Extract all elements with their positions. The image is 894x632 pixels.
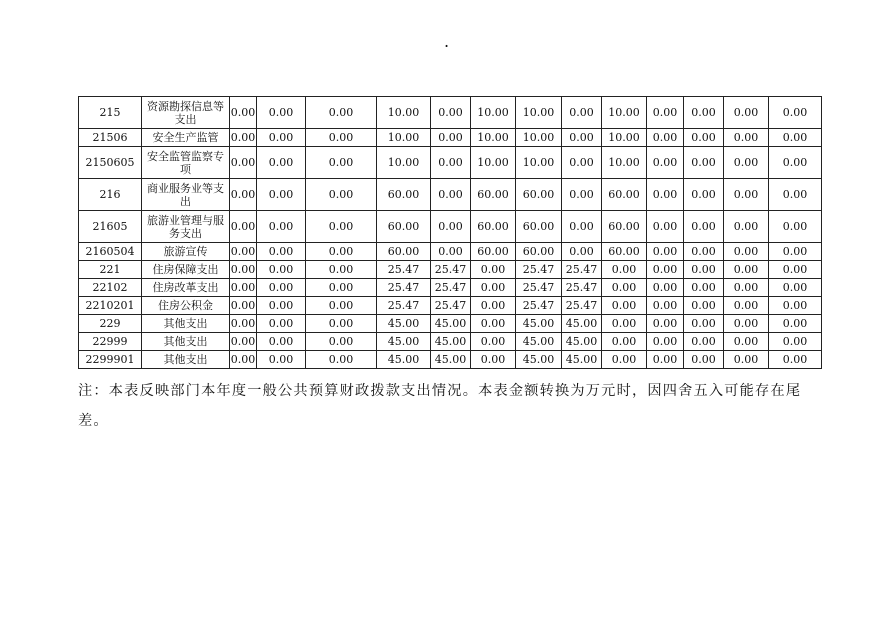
amount-cell: 0.00 (431, 129, 471, 147)
amount-cell: 0.00 (647, 97, 684, 129)
amount-cell: 0.00 (257, 261, 306, 279)
amount-cell: 0.00 (471, 315, 516, 333)
amount-cell: 0.00 (230, 147, 257, 179)
amount-cell: 0.00 (306, 179, 377, 211)
amount-cell: 25.47 (562, 279, 602, 297)
amount-cell: 0.00 (257, 351, 306, 369)
amount-cell: 0.00 (684, 243, 724, 261)
amount-cell: 10.00 (602, 129, 647, 147)
amount-cell: 25.47 (516, 279, 562, 297)
subject-name-cell: 住房改革支出 (142, 279, 230, 297)
amount-cell: 0.00 (602, 297, 647, 315)
amount-cell: 45.00 (516, 315, 562, 333)
amount-cell: 0.00 (684, 315, 724, 333)
amount-cell: 60.00 (516, 243, 562, 261)
amount-cell: 0.00 (684, 97, 724, 129)
amount-cell: 0.00 (602, 261, 647, 279)
amount-cell: 0.00 (562, 211, 602, 243)
subject-name-cell: 其他支出 (142, 333, 230, 351)
amount-cell: 0.00 (257, 179, 306, 211)
amount-cell: 45.00 (377, 333, 431, 351)
subject-name-cell: 住房公积金 (142, 297, 230, 315)
amount-cell: 0.00 (257, 297, 306, 315)
amount-cell: 0.00 (306, 129, 377, 147)
amount-cell: 60.00 (471, 243, 516, 261)
subject-code-cell: 215 (79, 97, 142, 129)
amount-cell: 10.00 (377, 147, 431, 179)
subject-name-cell: 资源勘探信息等支出 (142, 97, 230, 129)
amount-cell: 0.00 (471, 333, 516, 351)
amount-cell: 0.00 (431, 97, 471, 129)
subject-code-cell: 21506 (79, 129, 142, 147)
table-row (79, 297, 822, 315)
amount-cell: 0.00 (684, 147, 724, 179)
subject-name-cell: 旅游宣传 (142, 243, 230, 261)
table-row (79, 261, 822, 279)
amount-cell: 0.00 (647, 351, 684, 369)
amount-cell: 0.00 (306, 351, 377, 369)
amount-cell: 45.00 (562, 333, 602, 351)
table-row (79, 279, 822, 297)
subject-code-cell: 22102 (79, 279, 142, 297)
amount-cell: 25.47 (562, 261, 602, 279)
amount-cell: 60.00 (377, 243, 431, 261)
amount-cell: 0.00 (306, 261, 377, 279)
amount-cell: 0.00 (431, 211, 471, 243)
amount-cell: 0.00 (257, 279, 306, 297)
amount-cell: 0.00 (769, 211, 822, 243)
amount-cell: 0.00 (769, 261, 822, 279)
amount-cell: 0.00 (306, 97, 377, 129)
amount-cell: 45.00 (431, 315, 471, 333)
table-row (79, 315, 822, 333)
subject-name-cell: 安全监管监察专项 (142, 147, 230, 179)
table-row (79, 97, 822, 129)
amount-cell: 0.00 (684, 333, 724, 351)
amount-cell: 0.00 (306, 315, 377, 333)
amount-cell: 0.00 (230, 211, 257, 243)
amount-cell: 0.00 (306, 279, 377, 297)
amount-cell: 0.00 (724, 211, 769, 243)
amount-cell: 0.00 (306, 297, 377, 315)
amount-cell: 0.00 (230, 243, 257, 261)
subject-code-cell: 21605 (79, 211, 142, 243)
amount-cell: 0.00 (306, 147, 377, 179)
amount-cell: 25.47 (377, 297, 431, 315)
table-footnote: 注：本表反映部门本年度一般公共预算财政拨款支出情况。本表金额转换为万元时，因四舍五入可能存在尾差。 (78, 383, 802, 429)
amount-cell: 0.00 (230, 351, 257, 369)
amount-cell: 0.00 (724, 351, 769, 369)
amount-cell: 45.00 (516, 333, 562, 351)
subject-name-cell: 其他支出 (142, 315, 230, 333)
amount-cell: 0.00 (471, 279, 516, 297)
subject-code-cell: 2160504 (79, 243, 142, 261)
amount-cell: 0.00 (257, 315, 306, 333)
amount-cell: 0.00 (257, 333, 306, 351)
amount-cell: 0.00 (769, 351, 822, 369)
amount-cell: 60.00 (471, 211, 516, 243)
amount-cell: 45.00 (377, 315, 431, 333)
amount-cell: 10.00 (377, 129, 431, 147)
amount-cell: 10.00 (471, 147, 516, 179)
subject-name-cell: 商业服务业等支出 (142, 179, 230, 211)
amount-cell: 0.00 (562, 243, 602, 261)
amount-cell: 0.00 (724, 315, 769, 333)
amount-cell: 60.00 (516, 211, 562, 243)
amount-cell: 0.00 (230, 333, 257, 351)
amount-cell: 25.47 (377, 261, 431, 279)
amount-cell: 0.00 (471, 297, 516, 315)
amount-cell: 25.47 (516, 261, 562, 279)
amount-cell: 0.00 (684, 297, 724, 315)
amount-cell: 0.00 (724, 333, 769, 351)
amount-cell: 0.00 (471, 351, 516, 369)
amount-cell: 45.00 (562, 351, 602, 369)
amount-cell: 0.00 (562, 129, 602, 147)
amount-cell: 0.00 (562, 97, 602, 129)
header-mark: . (444, 32, 450, 51)
amount-cell: 0.00 (602, 351, 647, 369)
amount-cell: 60.00 (471, 179, 516, 211)
amount-cell: 10.00 (471, 97, 516, 129)
amount-cell: 0.00 (769, 297, 822, 315)
amount-cell: 0.00 (684, 279, 724, 297)
amount-cell: 0.00 (769, 179, 822, 211)
amount-cell: 0.00 (724, 243, 769, 261)
amount-cell: 0.00 (684, 179, 724, 211)
amount-cell: 25.47 (516, 297, 562, 315)
amount-cell: 0.00 (257, 211, 306, 243)
amount-cell: 45.00 (562, 315, 602, 333)
budget-expenditure-table (78, 96, 822, 369)
table-row (79, 333, 822, 351)
amount-cell: 10.00 (516, 97, 562, 129)
amount-cell: 45.00 (377, 351, 431, 369)
amount-cell: 0.00 (724, 279, 769, 297)
amount-cell: 0.00 (769, 333, 822, 351)
table-body (79, 97, 822, 369)
amount-cell: 0.00 (647, 211, 684, 243)
amount-cell: 0.00 (769, 243, 822, 261)
amount-cell: 0.00 (602, 315, 647, 333)
amount-cell: 0.00 (647, 243, 684, 261)
amount-cell: 10.00 (602, 97, 647, 129)
amount-cell: 0.00 (230, 179, 257, 211)
amount-cell: 25.47 (431, 261, 471, 279)
amount-cell: 10.00 (516, 147, 562, 179)
subject-code-cell: 221 (79, 261, 142, 279)
amount-cell: 0.00 (769, 315, 822, 333)
amount-cell: 0.00 (724, 297, 769, 315)
table-row (79, 179, 822, 211)
amount-cell: 0.00 (230, 279, 257, 297)
amount-cell: 0.00 (647, 129, 684, 147)
amount-cell: 0.00 (647, 279, 684, 297)
amount-cell: 45.00 (431, 351, 471, 369)
amount-cell: 25.47 (377, 279, 431, 297)
amount-cell: 0.00 (562, 179, 602, 211)
amount-cell: 0.00 (562, 147, 602, 179)
amount-cell: 0.00 (769, 279, 822, 297)
amount-cell: 0.00 (724, 97, 769, 129)
table-row (79, 243, 822, 261)
amount-cell: 0.00 (647, 179, 684, 211)
amount-cell: 25.47 (431, 297, 471, 315)
amount-cell: 10.00 (471, 129, 516, 147)
amount-cell: 0.00 (257, 97, 306, 129)
amount-cell: 0.00 (647, 333, 684, 351)
amount-cell: 0.00 (724, 261, 769, 279)
table-row (79, 351, 822, 369)
subject-name-cell: 安全生产监管 (142, 129, 230, 147)
amount-cell: 60.00 (516, 179, 562, 211)
amount-cell: 0.00 (647, 261, 684, 279)
amount-cell: 0.00 (431, 147, 471, 179)
amount-cell: 0.00 (647, 297, 684, 315)
amount-cell: 0.00 (769, 147, 822, 179)
amount-cell: 0.00 (602, 279, 647, 297)
subject-name-cell: 住房保障支出 (142, 261, 230, 279)
amount-cell: 60.00 (602, 211, 647, 243)
amount-cell: 0.00 (684, 351, 724, 369)
subject-code-cell: 2150605 (79, 147, 142, 179)
table-row (79, 147, 822, 179)
subject-name-cell: 旅游业管理与服务支出 (142, 211, 230, 243)
amount-cell: 10.00 (602, 147, 647, 179)
amount-cell: 0.00 (257, 147, 306, 179)
amount-cell: 45.00 (431, 333, 471, 351)
amount-cell: 10.00 (516, 129, 562, 147)
amount-cell: 0.00 (230, 261, 257, 279)
amount-cell: 25.47 (562, 297, 602, 315)
subject-code-cell: 216 (79, 179, 142, 211)
amount-cell: 0.00 (684, 129, 724, 147)
amount-cell: 0.00 (471, 261, 516, 279)
amount-cell: 60.00 (377, 179, 431, 211)
table-row (79, 211, 822, 243)
amount-cell: 60.00 (602, 243, 647, 261)
amount-cell: 60.00 (377, 211, 431, 243)
amount-cell: 0.00 (257, 243, 306, 261)
amount-cell: 0.00 (724, 147, 769, 179)
amount-cell: 0.00 (431, 179, 471, 211)
amount-cell: 0.00 (230, 97, 257, 129)
subject-code-cell: 2299901 (79, 351, 142, 369)
subject-code-cell: 22999 (79, 333, 142, 351)
subject-name-cell: 其他支出 (142, 351, 230, 369)
amount-cell: 0.00 (724, 129, 769, 147)
amount-cell: 0.00 (306, 243, 377, 261)
subject-code-cell: 2210201 (79, 297, 142, 315)
amount-cell: 45.00 (516, 351, 562, 369)
amount-cell: 0.00 (230, 315, 257, 333)
amount-cell: 0.00 (724, 179, 769, 211)
amount-cell: 0.00 (431, 243, 471, 261)
subject-code-cell: 229 (79, 315, 142, 333)
amount-cell: 0.00 (230, 129, 257, 147)
amount-cell: 0.00 (769, 97, 822, 129)
amount-cell: 0.00 (306, 211, 377, 243)
amount-cell: 10.00 (377, 97, 431, 129)
table-row (79, 129, 822, 147)
amount-cell: 25.47 (431, 279, 471, 297)
amount-cell: 0.00 (257, 129, 306, 147)
amount-cell: 0.00 (306, 333, 377, 351)
amount-cell: 0.00 (769, 129, 822, 147)
amount-cell: 60.00 (602, 179, 647, 211)
amount-cell: 0.00 (647, 315, 684, 333)
amount-cell: 0.00 (602, 333, 647, 351)
amount-cell: 0.00 (684, 211, 724, 243)
amount-cell: 0.00 (230, 297, 257, 315)
amount-cell: 0.00 (647, 147, 684, 179)
amount-cell: 0.00 (684, 261, 724, 279)
